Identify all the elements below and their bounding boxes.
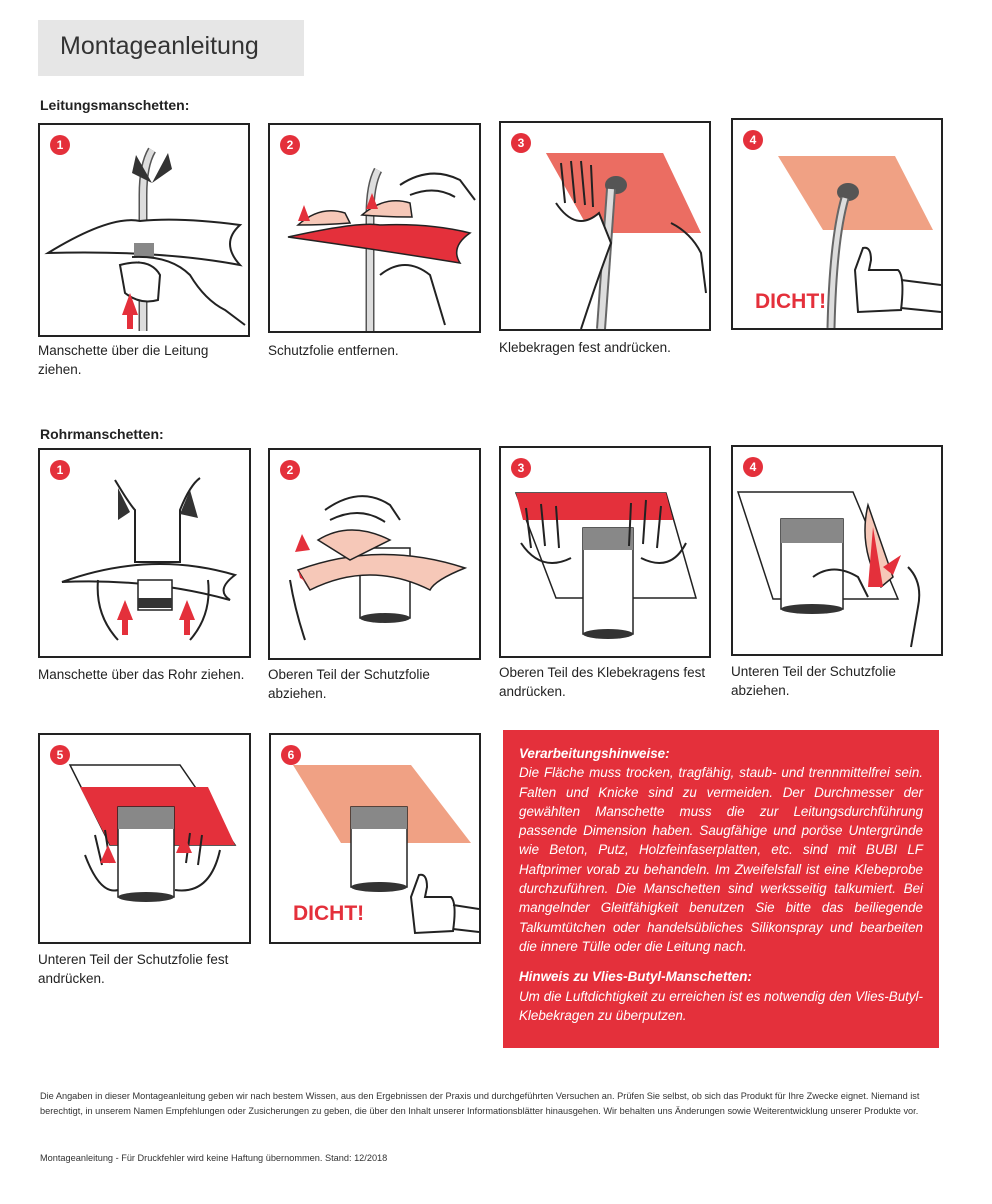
step-number: 3 (517, 461, 525, 475)
step-panel-l3 (499, 121, 711, 331)
step-number: 1 (56, 138, 64, 152)
step-panel-l4 (731, 118, 943, 330)
notes-heading-processing: Verarbeitungshinweise: (519, 746, 670, 761)
caption-r5: Unteren Teil der Schutzfolie fest andrücken. (38, 952, 229, 986)
step-panel-l2 (268, 123, 481, 333)
step-number: 1 (56, 463, 64, 477)
caption-l2: Schutzfolie entfernen. (268, 343, 399, 358)
step-panel-r5 (38, 733, 251, 944)
dicht-label: DICHT! (293, 902, 365, 925)
step-number: 3 (517, 136, 525, 150)
step-panel-r2 (268, 448, 481, 660)
step-panel-r3 (499, 446, 711, 658)
section-heading-rohrmanschetten: Rohrmanschetten: (40, 426, 164, 442)
notes-text-processing: Die Fläche muss trocken, tragfähig, staub- und trennmittelfrei sein. Falten und Knicke sind zu vermeiden. Der Durchmesser der gewählten Manschette muss die zur Leitungsdurchführung passende Dimension haben. Saugfähige und poröse Untergründe wie Beton, Putz, Holzfeinfaserplatten, etc. sind mit BUBI LF Haftprimer vorab zu behandeln. Im Zweifelsfall ist eine Klebeprobe durchzuführen. Die Manschetten sind werksseitig talkumiert. Bei mangelnder Gleitfähigkeit benutzen Sie bitte das beiliegende Talkumtütchen oder handelsübliches Silikonspray und bearbeiten die innere Tülle oder die Leitung nach. (519, 765, 923, 954)
step-panel-r4 (731, 445, 943, 656)
step-number: 4 (749, 133, 757, 147)
section-heading-leitungsmanschetten: Leitungsmanschetten: (40, 97, 190, 113)
page-title: Montageanleitung (60, 32, 259, 60)
processing-notes-box (503, 730, 939, 1048)
illustration-r4 (733, 447, 941, 654)
step-panel-r6 (269, 733, 481, 944)
illustration-r2 (270, 450, 479, 658)
notes-heading-vlies-butyl: Hinweis zu Vlies-Butyl-Manschetten: (519, 969, 752, 985)
step-number: 2 (286, 138, 294, 152)
caption-r3: Oberen Teil des Klebekragens fest andrücken. (499, 665, 706, 699)
illustration-r6 (271, 735, 479, 942)
footer: Montageanleitung - Für Druckfehler wird keine Haftung übernommen. Stand: 12/2018 (40, 1153, 388, 1163)
step-panel-l1 (38, 123, 250, 337)
illustration-l2 (270, 125, 479, 331)
illustration-l4 (733, 120, 941, 328)
caption-r1: Manschette über das Rohr ziehen. (38, 667, 245, 682)
illustration-r3 (501, 448, 709, 656)
step-number: 6 (287, 748, 295, 762)
illustration-l3 (501, 123, 709, 329)
disclaimer: Die Angaben in dieser Montageanleitung geben wir nach bestem Wissen, aus den Ergebnissen der Praxis und durchgeführten Versuchen an. Prüfen Sie selbst, ob sich das Produkt für Ihre Zwecke eignet. Niemand ist berechtigt, in unserem Namen Empfehlungen oder Zusicherungen zu geben, die über den Inhalt unserer Informationsblätter hinausgehen. Wir behalten uns Änderungen sowie Weiterentwicklung unserer Produkte vor. (40, 1091, 920, 1116)
caption-r2: Oberen Teil der Schutzfolie abziehen. (268, 667, 430, 701)
caption-l3: Klebekragen fest andrücken. (499, 340, 671, 355)
step-number: 2 (286, 463, 294, 477)
notes-text-vlies-butyl: Um die Luftdichtigkeit zu erreichen ist es notwendig den Vlies-Butyl-Klebekragen zu überputzen. (519, 988, 923, 1023)
dicht-label: DICHT! (755, 290, 827, 313)
illustration-r1 (40, 450, 249, 656)
step-number: 4 (749, 460, 757, 474)
illustration-l1 (40, 125, 248, 335)
illustration-r5 (40, 735, 249, 942)
caption-r4: Unteren Teil der Schutzfolie abziehen. (731, 664, 896, 698)
step-panel-r1 (38, 448, 251, 658)
caption-l1: Manschette über die Leitung ziehen. (38, 343, 209, 377)
title-box (38, 20, 304, 76)
step-number: 5 (56, 748, 64, 762)
